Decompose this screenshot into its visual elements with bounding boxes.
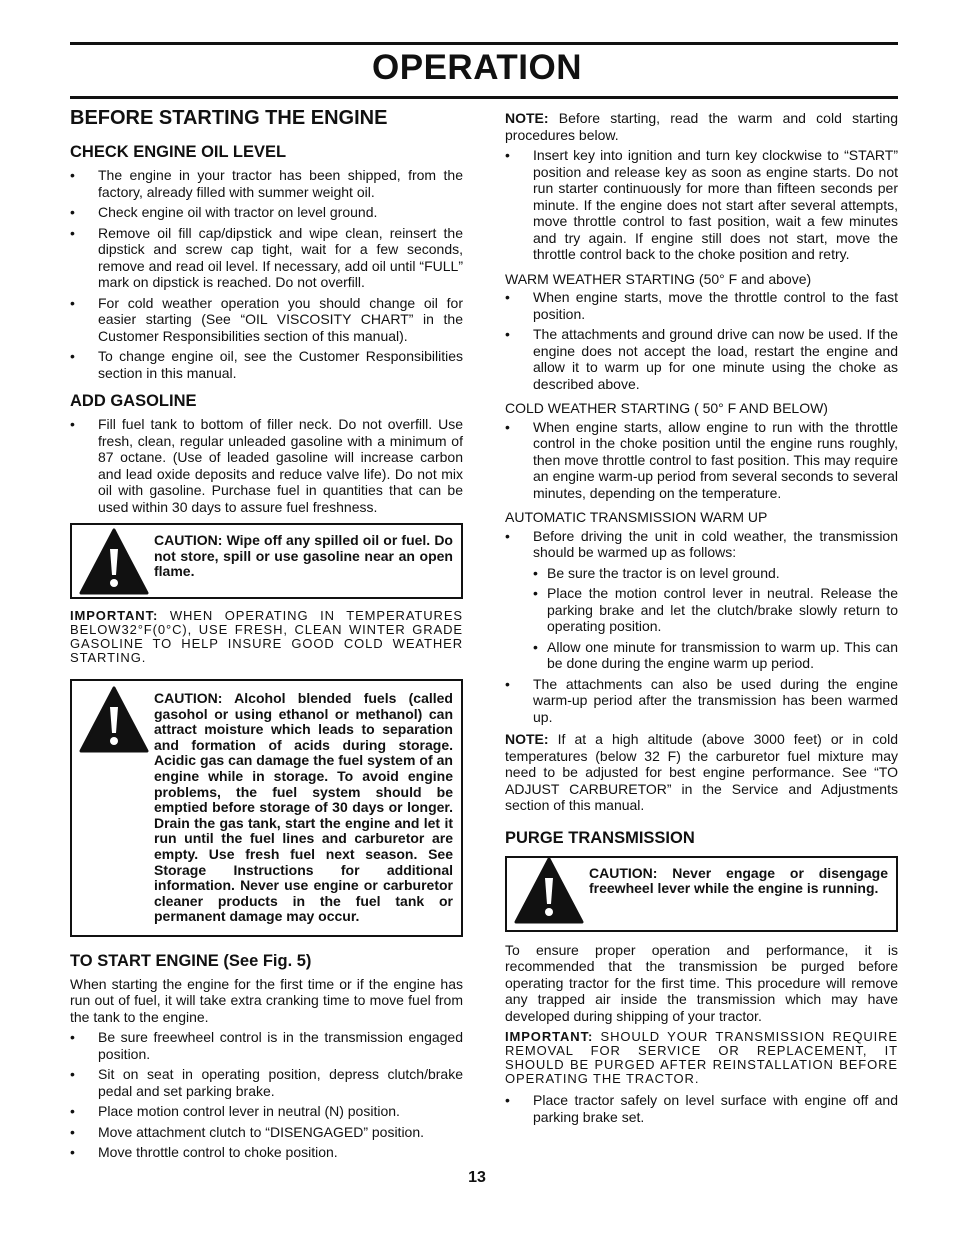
list-item: • When engine starts, move the throttle control to the fast position. <box>505 289 898 322</box>
warm-weather-list <box>505 289 898 392</box>
cold-weather-heading: COLD WEATHER STARTING ( 50° F AND BELOW) <box>505 400 828 416</box>
page-title: OPERATION <box>372 48 582 87</box>
list-item: • Move attachment clutch to “DISENGAGED” position. <box>70 1124 463 1141</box>
list-item: • Check engine oil with tractor on level ground. <box>70 204 463 221</box>
note-label: NOTE: <box>505 731 549 747</box>
cold-weather-list <box>505 419 898 502</box>
warning-exclamation-icon <box>513 856 585 928</box>
left-column <box>70 106 463 1165</box>
note-before-starting <box>505 110 898 143</box>
warm-weather-heading: WARM WEATHER STARTING (50° F and above) <box>505 270 812 287</box>
to-start-intro: When starting the engine for the first time or if the engine has run out of fuel, it will take extra cranking time to move fuel from the tank to the engine. <box>70 975 463 1025</box>
list-item: • Place the motion control lever in neutral. Release the parking brake and let the clutch/brake slowly return to operating position. <box>533 585 898 635</box>
list-item: • To change engine oil, see the Customer Responsibilities section in this manual. <box>70 348 463 381</box>
list-item: • Move throttle control to choke position. <box>70 1144 463 1161</box>
list-item: • Be sure the tractor is on level ground. <box>533 565 898 582</box>
purge-list <box>505 1092 898 1125</box>
list-item: • The engine in your tractor has been shipped, from the factory, already filled with summer weight oil. <box>70 167 463 200</box>
check-oil-heading: CHECK ENGINE OIL LEVEL <box>70 143 287 161</box>
list-item: • When engine starts, allow engine to run with the throttle control in the choke position until the engine runs roughly, then move throttle control to fast position. This may require an engine warm-up period from several seconds to several minutes, depending on the temperature. <box>505 419 898 502</box>
list-item: • Remove oil fill cap/dipstick and wipe clean, reinsert the dipstick and screw cap tight, wait for a few seconds, remove and read oil level. If necessary, add oil until “FULL” mark on dipstick is reached. Do not overfill. <box>70 225 463 291</box>
page-number: 13 <box>468 1169 486 1186</box>
auto-transmission-sublist <box>505 565 898 672</box>
note-text: If at a high altitude (above 3000 feet) or in cold temperatures (below 32 F) the carburetor fuel mixture may need to be adjusted for best engine performance. See “TO ADJUST CARBURETOR” in the Service and Adjustments section of this manual. <box>505 731 898 813</box>
important-text: SHOULD YOUR TRANSMISSION REQUIRE REMOVAL FOR SERVICE OR REPLACEMENT, IT SHOULD BE PURGED AFTER REINSTALLATION BEFORE OPERATING THE TRACTOR. <box>505 1029 898 1086</box>
caution-box-freewheel <box>505 856 898 932</box>
caution-box-spill <box>70 523 463 599</box>
caution-text: CAUTION: Never engage or disengage freewheel lever while the engine is running. <box>589 864 888 897</box>
to-start-list <box>70 1029 463 1161</box>
key-list <box>505 147 898 263</box>
note-label: NOTE: <box>505 110 549 126</box>
add-gasoline-list <box>70 416 463 515</box>
important-note <box>70 609 463 665</box>
title-rule <box>70 96 898 99</box>
check-oil-list <box>70 167 463 381</box>
caution-box-alcohol-fuel <box>70 679 463 937</box>
to-start-heading: TO START ENGINE (See Fig. 5) <box>70 951 312 970</box>
list-item: • The attachments and ground drive can now be used. If the engine does not accept the load, restart the engine and allow it to warm up for one minute using the choke as described above. <box>505 326 898 392</box>
list-item: • Place tractor safely on level surface with engine off and parking brake set. <box>505 1092 898 1125</box>
section-title: BEFORE STARTING THE ENGINE <box>70 107 388 129</box>
top-rule <box>70 42 898 45</box>
important-label: IMPORTANT: <box>70 608 159 623</box>
list-item: • Sit on seat in operating position, depress clutch/brake pedal and set parking brake. <box>70 1066 463 1099</box>
list-item: • Insert key into ignition and turn key clockwise to “START” position and release key as soon as engine starts. Do not run starter continuously for more than fifteen seconds per minute. If the engine does not start after several attempts, move throttle control to fast position, wait a few minutes and try again. If engine still does not start, move the throttle control back to the choke position and retry. <box>505 147 898 263</box>
right-column <box>505 106 898 1129</box>
caution-text: CAUTION: Wipe off any spilled oil or fuel. Do not store, spill or use gasoline near an open flame. <box>154 532 453 580</box>
note-altitude <box>505 731 898 814</box>
note-text: Before starting, read the warm and cold starting procedures below. <box>505 110 898 143</box>
important-note <box>505 1030 898 1086</box>
list-item: • Be sure freewheel control is in the transmission engaged position. <box>70 1029 463 1062</box>
important-label: IMPORTANT: <box>505 1029 594 1044</box>
auto-transmission-heading: AUTOMATIC TRANSMISSION WARM UP <box>505 509 768 525</box>
list-item: • Before driving the unit in cold weather, the transmission should be warmed up as follows: <box>505 528 898 561</box>
list-item: • For cold weather operation you should change oil for easier starting (See “OIL VISCOSITY CHART” in the Customer Responsibilities section of this manual). <box>70 295 463 345</box>
auto-transmission-list <box>505 528 898 561</box>
purge-paragraph: To ensure proper operation and performance, it is recommended that the transmission be purged before operating tractor for the first time. This procedure will remove any trapped air inside the transmission which may have developed during shipping of your tractor. <box>505 941 898 1024</box>
list-item: • Place motion control lever in neutral (N) position. <box>70 1103 463 1120</box>
purge-heading: PURGE TRANSMISSION <box>505 828 695 847</box>
add-gasoline-heading: ADD GASOLINE <box>70 392 197 410</box>
warning-exclamation-icon <box>78 685 150 757</box>
caution-text: CAUTION: Alcohol blended fuels (called gasohol or using ethanol or methanol) can attract moisture which leads to separation and formation of acids during storage. Acidic gas can damage the fuel system of an engine while in storage. To avoid engine problems, the fuel system should be emptied before storage of 30 days or longer. Drain the gas tank, start the engine and let it run until the fuel lines and carburetor are empty. Use fresh fuel next season. See Storage Instructions for additional information. Never use engine or carburetor cleaner products in the fuel tank or permanent damage may occur. <box>154 690 453 925</box>
important-text: WHEN OPERATING IN TEMPERATURES BELOW32°F(0°C), USE FRESH, CLEAN WINTER GRADE GASOLINE TO HELP INSURE GOOD COLD WEATHER STARTING. <box>70 608 463 665</box>
list-item: • Fill fuel tank to bottom of filler neck. Do not overfill. Use fresh, clean, regular unleaded gasoline with a minimum of 87 octane. (Use of leaded gasoline will increase carbon and lead oxide deposits and reduce valve life). Do not mix oil with gasoline. Purchase fuel in quantities that can be used within 30 days to assure fuel freshness. <box>70 416 463 515</box>
list-item: • Allow one minute for transmission to warm up. This can be done during the engine warm up period. <box>533 639 898 672</box>
warning-exclamation-icon <box>78 527 150 599</box>
list-item: • The attachments can also be used during the engine warm-up period after the transmission has been warmed up. <box>505 676 898 726</box>
auto-transmission-list-2 <box>505 676 898 726</box>
